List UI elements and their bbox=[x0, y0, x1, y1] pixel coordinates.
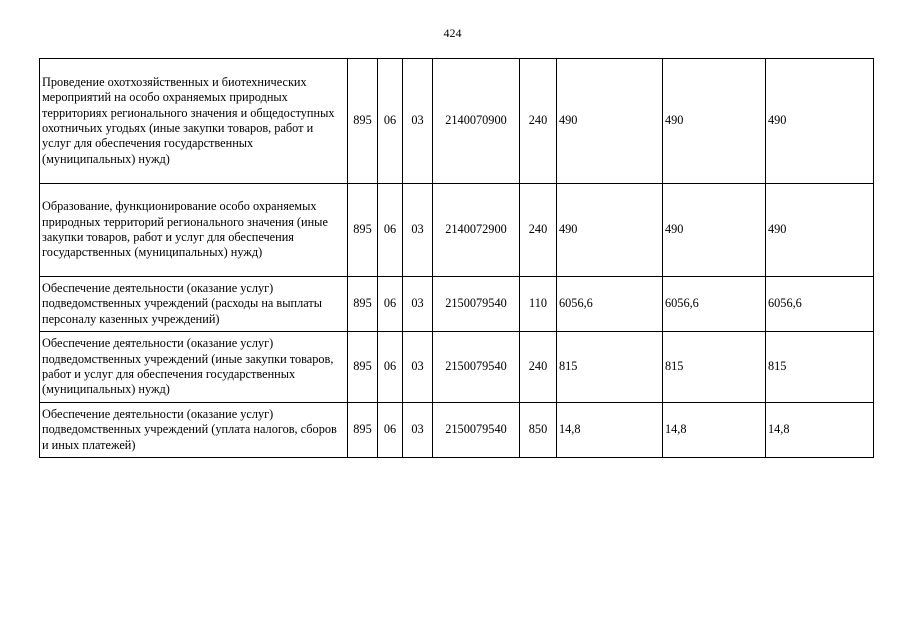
page-number: 424 bbox=[443, 26, 462, 40]
amount-year-3: 490 bbox=[766, 184, 874, 277]
amount-year-1: 490 bbox=[557, 184, 663, 277]
amount-year-3: 6056,6 bbox=[766, 277, 874, 332]
subsection-code: 03 bbox=[403, 277, 433, 332]
row-description: Образование, функционирование особо охраняемых природных территорий регионального значения (иные закупки товаров, работ и услуг для обеспечения государственных (муниципальных) нужд) bbox=[40, 184, 348, 277]
section-code: 06 bbox=[378, 184, 403, 277]
row-description: Обеспечение деятельности (оказание услуг) подведомственных учреждений (расходы на выплаты персоналу казенных учреждений) bbox=[40, 277, 348, 332]
expense-type-code: 850 bbox=[520, 403, 557, 458]
table-row bbox=[40, 403, 874, 458]
subsection-code: 03 bbox=[403, 403, 433, 458]
row-description: Обеспечение деятельности (оказание услуг) подведомственных учреждений (уплата налогов, сборов и иных платежей) bbox=[40, 403, 348, 458]
ministry-code: 895 bbox=[348, 59, 378, 184]
row-description: Обеспечение деятельности (оказание услуг) подведомственных учреждений (иные закупки товаров, работ и услуг для обеспечения государственных (муниципальных) нужд) bbox=[40, 332, 348, 403]
target-article-code: 2140070900 bbox=[433, 59, 520, 184]
target-article-code: 2140072900 bbox=[433, 184, 520, 277]
target-article-code: 2150079540 bbox=[433, 403, 520, 458]
ministry-code: 895 bbox=[348, 403, 378, 458]
section-code: 06 bbox=[378, 403, 403, 458]
target-article-code: 2150079540 bbox=[433, 277, 520, 332]
expense-type-code: 240 bbox=[520, 59, 557, 184]
expense-type-code: 110 bbox=[520, 277, 557, 332]
amount-year-1: 490 bbox=[557, 59, 663, 184]
target-article-code: 2150079540 bbox=[433, 332, 520, 403]
section-code: 06 bbox=[378, 59, 403, 184]
table-row bbox=[40, 184, 874, 277]
amount-year-2: 815 bbox=[663, 332, 766, 403]
amount-year-1: 14,8 bbox=[557, 403, 663, 458]
table-row bbox=[40, 59, 874, 184]
amount-year-2: 490 bbox=[663, 59, 766, 184]
amount-year-2: 6056,6 bbox=[663, 277, 766, 332]
section-code: 06 bbox=[378, 277, 403, 332]
subsection-code: 03 bbox=[403, 59, 433, 184]
subsection-code: 03 bbox=[403, 332, 433, 403]
amount-year-2: 490 bbox=[663, 184, 766, 277]
table-row bbox=[40, 332, 874, 403]
row-description: Проведение охотхозяйственных и биотехнических мероприятий на особо охраняемых природных территориях регионального значения и общедоступных охотничьих угодьях (иные закупки товаров, работ и услуг для обеспечения государственных (муниципальных) нужд) bbox=[40, 59, 348, 184]
amount-year-3: 490 bbox=[766, 59, 874, 184]
amount-year-3: 815 bbox=[766, 332, 874, 403]
ministry-code: 895 bbox=[348, 184, 378, 277]
budget-table bbox=[39, 58, 874, 458]
section-code: 06 bbox=[378, 332, 403, 403]
ministry-code: 895 bbox=[348, 277, 378, 332]
expense-type-code: 240 bbox=[520, 332, 557, 403]
expense-type-code: 240 bbox=[520, 184, 557, 277]
amount-year-1: 815 bbox=[557, 332, 663, 403]
amount-year-1: 6056,6 bbox=[557, 277, 663, 332]
ministry-code: 895 bbox=[348, 332, 378, 403]
amount-year-3: 14,8 bbox=[766, 403, 874, 458]
table-row bbox=[40, 277, 874, 332]
subsection-code: 03 bbox=[403, 184, 433, 277]
amount-year-2: 14,8 bbox=[663, 403, 766, 458]
